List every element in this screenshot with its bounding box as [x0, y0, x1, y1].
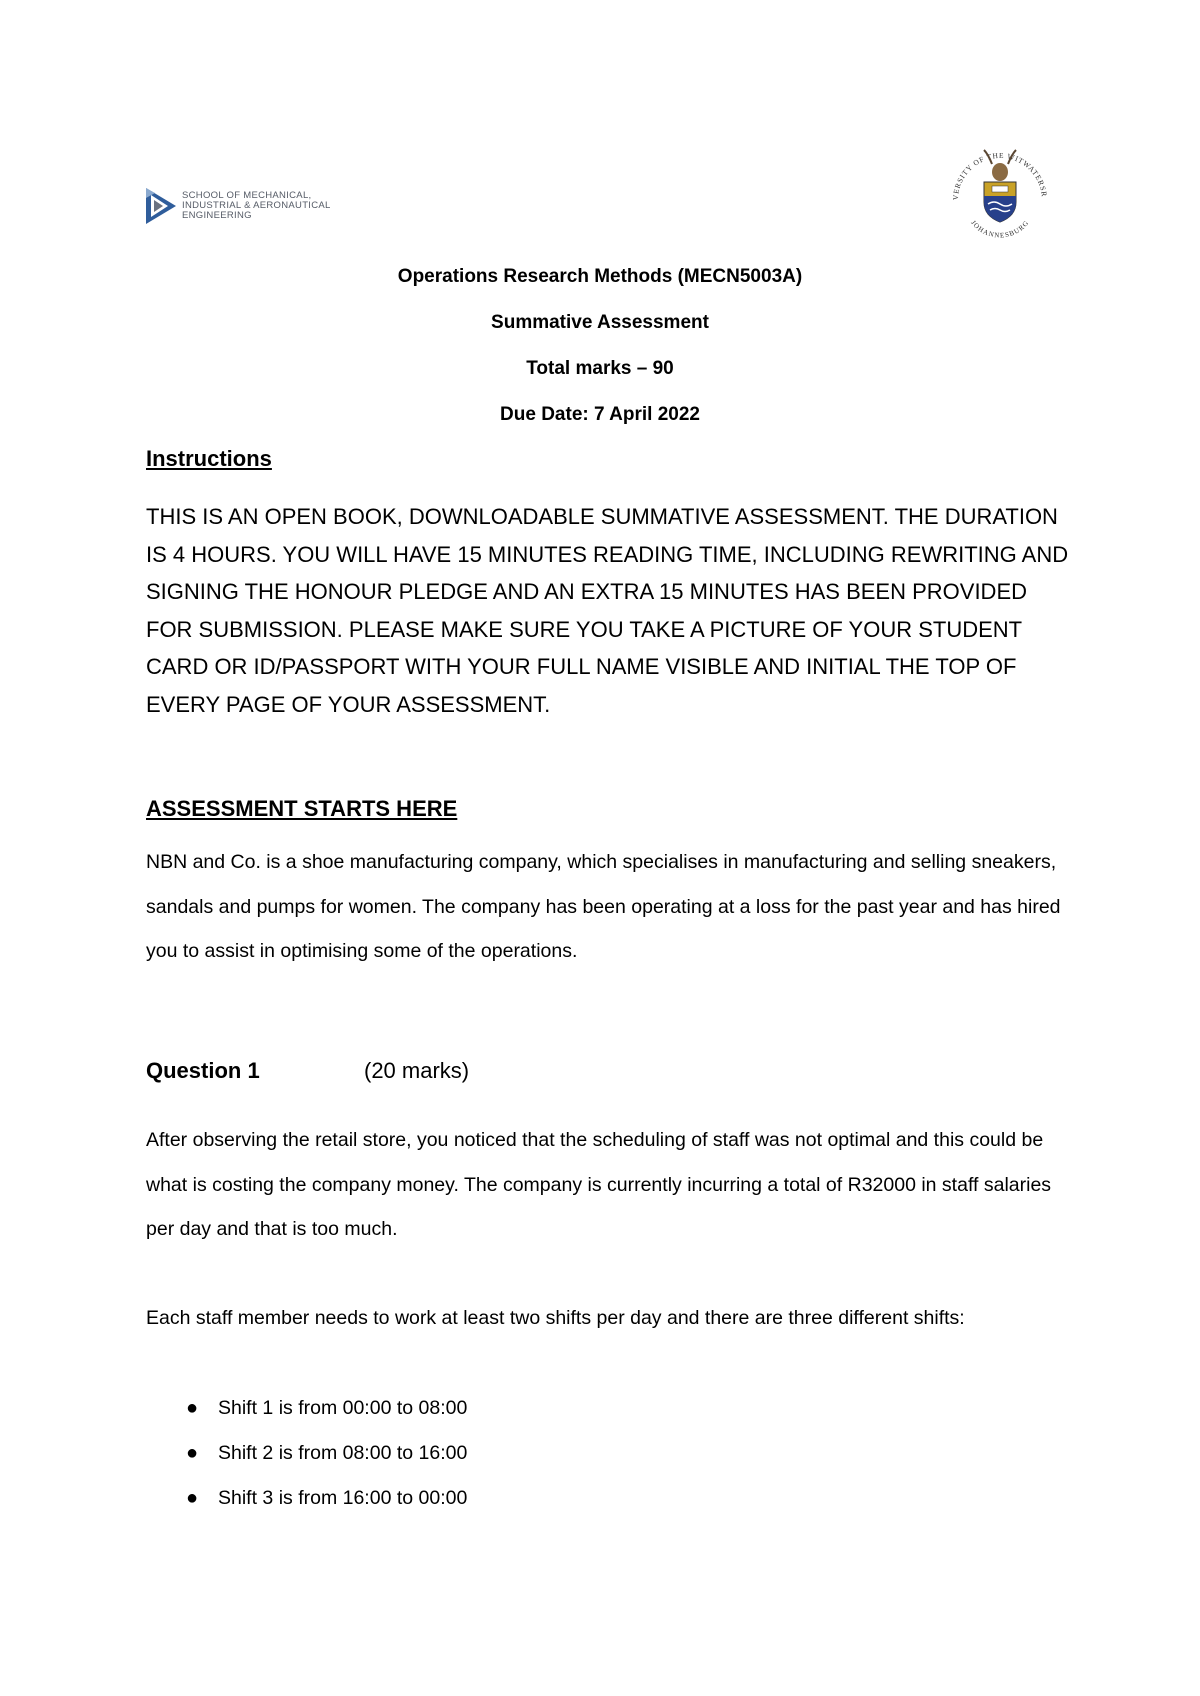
- school-logo: [146, 186, 346, 226]
- assessment-intro: NBN and Co. is a shoe manufacturing company, which specialises in manufacturing and selling sneakers, sandals and pumps for women. The company has been operating at a loss for the past year and has hired you to assist in optimising some of the operations.: [146, 851, 1061, 962]
- school-logo-line: ENGINEERING: [182, 210, 252, 221]
- shift-list: [146, 1386, 1046, 1521]
- assessment-type: Summative Assessment: [491, 312, 709, 333]
- question-1-heading: [146, 1058, 1076, 1084]
- course-title: Operations Research Methods (MECN5003A): [397, 266, 803, 287]
- assessment-heading: ASSESSMENT STARTS HERE: [146, 796, 458, 821]
- due-date: Due Date: 7 April 2022: [500, 404, 700, 425]
- list-item: [146, 1386, 1046, 1431]
- bullet-icon: ●: [186, 1397, 199, 1419]
- question-1-paragraph-2: Each staff member needs to work at least two shifts per day and there are three different shifts:: [146, 1307, 965, 1329]
- seal-arc-text-bottom: JOHANNESBURG: [969, 218, 1031, 240]
- question-1-paragraph-1: After observing the retail store, you noticed that the scheduling of staff was not optimal and this could be what is costing the company money. The company is currently incurring a total of R32000 in staff salaries per day and that is too much.: [146, 1129, 1052, 1240]
- school-logo-text: [182, 191, 331, 221]
- school-logo-line: SCHOOL OF MECHANICAL,: [182, 190, 312, 201]
- school-logo-line: INDUSTRIAL & AERONAUTICAL: [182, 200, 331, 211]
- bullet-icon: ●: [186, 1487, 199, 1509]
- school-logo-icon: [146, 188, 176, 224]
- list-item: [146, 1476, 1046, 1521]
- university-seal-icon: [940, 146, 1060, 246]
- shift-text: Shift 1 is from 00:00 to 08:00: [218, 1397, 468, 1419]
- instructions-heading: Instructions: [146, 446, 272, 471]
- question-1-title: Question 1: [146, 1058, 260, 1083]
- shift-text: Shift 3 is from 16:00 to 00:00: [218, 1487, 468, 1509]
- total-marks: Total marks – 90: [526, 358, 674, 379]
- seal-arc-text-top: VERSITY OF THE WITWATERSR: [950, 150, 1049, 201]
- university-seal: [940, 146, 1060, 246]
- title-block: [0, 262, 1200, 446]
- question-1-marks: (20 marks): [364, 1058, 470, 1083]
- instructions-text: THIS IS AN OPEN BOOK, DOWNLOADABLE SUMMATIVE ASSESSMENT. THE DURATION IS 4 HOURS. YOU WILL HAVE 15 MINUTES READING TIME, INCLUDING REWRITING AND SIGNING THE HONOUR PLEDGE AND AN EXTRA 15 MINUTES HAS BEEN PROVIDED FOR SUBMISSION. PLEASE MAKE SURE YOU TAKE A PICTURE OF YOUR STUDENT CARD OR ID/PASSPORT WITH YOUR FULL NAME VISIBLE AND INITIAL THE TOP OF EVERY PAGE OF YOUR ASSESSMENT.: [146, 504, 1069, 717]
- shift-text: Shift 2 is from 08:00 to 16:00: [218, 1442, 468, 1464]
- list-item: [146, 1431, 1046, 1476]
- bullet-icon: ●: [186, 1442, 199, 1464]
